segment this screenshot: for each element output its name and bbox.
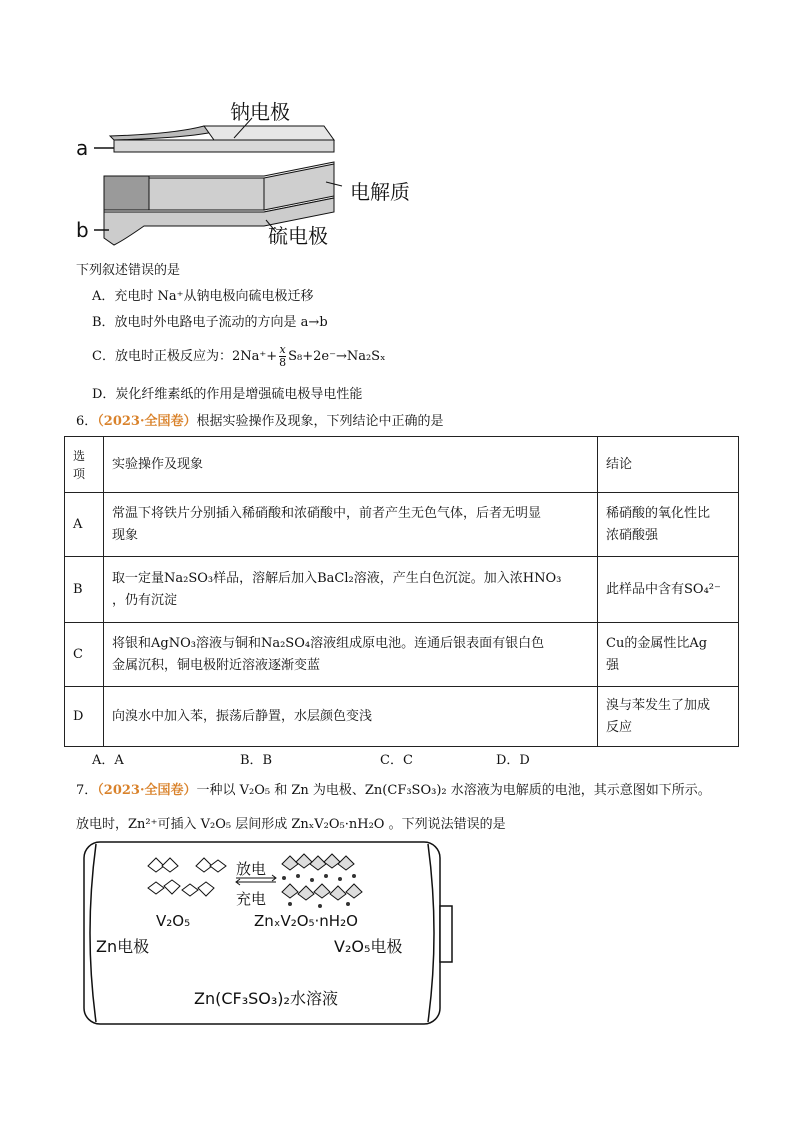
q5-option-c-post: S₈+2e⁻→Na₂Sₓ [288, 349, 386, 364]
fraction-num: x [279, 343, 286, 356]
row-operation [104, 623, 598, 687]
row-conclusion-line: 反应 [606, 719, 633, 735]
table-row [65, 687, 739, 747]
row-operation-line: 常温下将铁片分别插入稀硝酸和浓硝酸中，前者产生无色气体，后者无明显 [112, 505, 542, 521]
row-operation-line: 现象 [112, 527, 139, 543]
label-electrolyte: 电解质 [350, 180, 410, 204]
table-row [65, 623, 739, 687]
q5-option-d: D．炭化纤维素纸的作用是增强硫电极导电性能 [92, 387, 363, 402]
row-conclusion [598, 623, 739, 687]
q5-option-a: A．充电时 Na⁺从钠电极向硫电极迁移 [92, 289, 314, 304]
row-option: B [65, 557, 104, 623]
row-option: A [65, 493, 104, 557]
row-option: C [65, 623, 104, 687]
label-solution: Zn(CF₃SO₃)₂水溶液 [194, 989, 338, 1008]
q5-option-b: B．放电时外电路电子流动的方向是 a→b [92, 315, 328, 330]
label-sulfur-electrode: 硫电极 [268, 224, 328, 248]
row-conclusion-line: 此样品中含有SO₄²⁻ [606, 581, 721, 597]
q6-number: 6． [76, 414, 98, 429]
q6-answer-d: D．D [496, 753, 530, 768]
row-operation-line: 向溴水中加入苯，振荡后静置，水层颜色变浅 [112, 708, 373, 724]
row-option: D [65, 687, 104, 747]
q6-answer-b: B．B [240, 753, 273, 768]
label-discharge: 放电 [236, 860, 267, 878]
label-znxv2o5: ZnₓV₂O₅·nH₂O [254, 912, 358, 930]
row-conclusion-line: 稀硝酸的氧化性比 [606, 505, 711, 521]
row-operation [104, 557, 598, 623]
q7-number: 7． [76, 783, 98, 798]
label-zn-electrode: Zn电极 [96, 937, 150, 956]
row-conclusion [598, 557, 739, 623]
q6-answer-a: A．A [92, 753, 124, 768]
row-operation-line: 取一定量Na₂SO₃样品，溶解后加入BaCl₂溶液，产生白色沉淀。加入浓HNO₃ [112, 570, 562, 586]
row-conclusion-line: 浓硝酸强 [606, 527, 659, 543]
label-a: a [76, 136, 89, 160]
row-conclusion-line: 溴与苯发生了加成 [606, 697, 711, 713]
table-row [65, 493, 739, 557]
header-option: 选项 [65, 437, 104, 493]
q5-option-c-pre: C．放电时正极反应为：2Na⁺+ [92, 349, 278, 364]
row-conclusion [598, 493, 739, 557]
label-v2o5-electrode: V₂O₅电极 [334, 937, 403, 956]
table-header-row [65, 437, 739, 493]
q7-line2: 放电时，Zn²⁺可插入 V₂O₅ 层间形成 ZnₓV₂O₅·nH₂O 。下列说法错误的是 [76, 817, 506, 832]
q6-table [64, 436, 739, 747]
q6-stem: 根据实验操作及现象，下列结论中正确的是 [196, 414, 444, 429]
q5-option-c [92, 342, 386, 372]
row-operation [104, 687, 598, 747]
label-charge: 充电 [236, 890, 267, 908]
fraction-den: 8 [279, 356, 287, 369]
fraction [279, 344, 286, 369]
header-operation: 实验操作及现象 [104, 437, 598, 493]
q7-source: （2023·全国卷） [97, 783, 197, 798]
label-v2o5: V₂O₅ [156, 912, 191, 930]
row-conclusion-line: Cu的金属性比Ag [606, 635, 708, 651]
label-sodium-electrode: 钠电极 [230, 100, 290, 124]
row-conclusion-line: 强 [606, 657, 620, 673]
header-conclusion: 结论 [598, 437, 739, 493]
row-operation-line: ，仍有沉淀 [112, 592, 178, 608]
row-operation-line: 金属沉积，铜电极附近溶液逐渐变蓝 [112, 657, 321, 673]
table-row [65, 557, 739, 623]
row-operation-line: 将银和AgNO₃溶液与铜和Na₂SO₄溶液组成原电池。连通后银表面有银白色 [112, 635, 545, 651]
q6-answer-c: C．C [380, 753, 413, 768]
q6-stem-line [76, 413, 444, 431]
row-operation [104, 493, 598, 557]
q7-text-1: 一种以 V₂O₅ 和 Zn 为电极、Zn(CF₃SO₃)₂ 水溶液为电解质的电池，其示意图如下所示。 [196, 783, 711, 798]
label-b: b [76, 218, 89, 242]
row-conclusion [598, 687, 739, 747]
q6-source: （2023·全国卷） [97, 414, 197, 429]
q7-line1 [76, 782, 711, 800]
q5-stem: 下列叙述错误的是 [76, 263, 181, 278]
